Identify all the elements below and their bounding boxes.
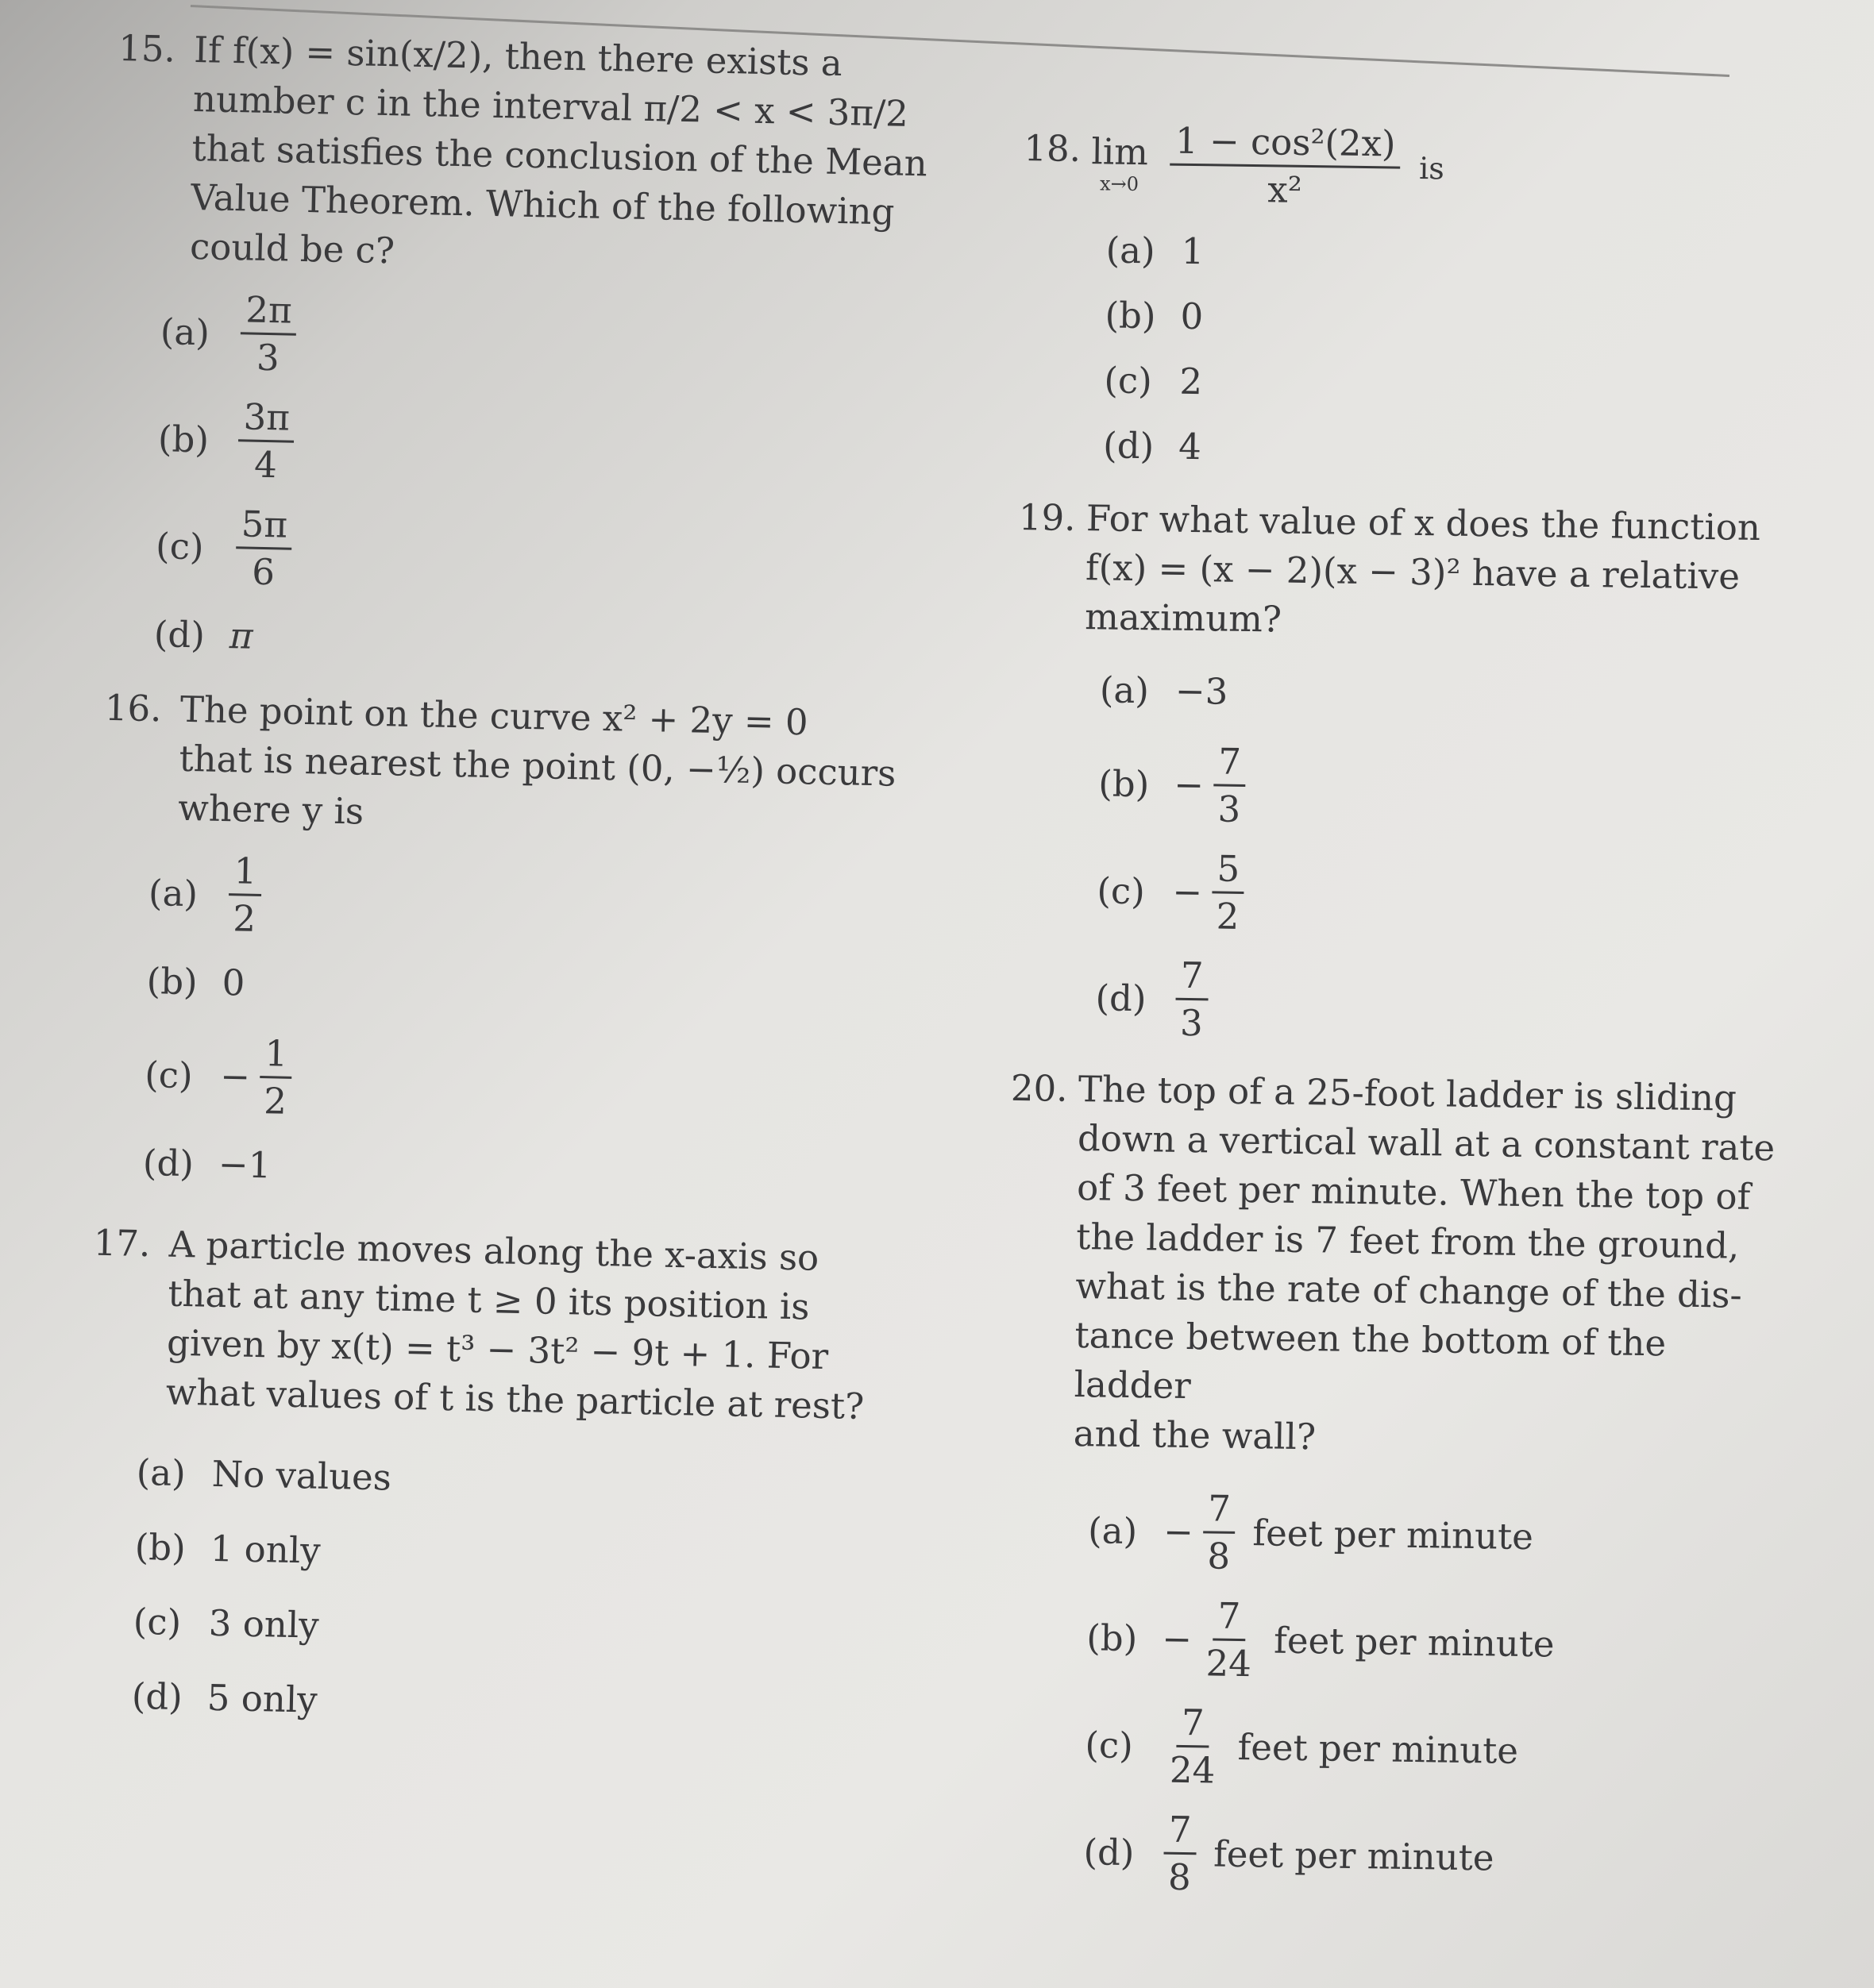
fraction-numerator: 7 — [1176, 956, 1209, 1001]
minus-sign: − — [1173, 763, 1205, 806]
option-unit: feet per minute — [1213, 1832, 1494, 1878]
option-fraction — [1163, 1810, 1197, 1897]
question-15 — [106, 24, 961, 676]
fraction-denominator: 6 — [251, 550, 276, 594]
minus-sign: − — [1172, 870, 1203, 913]
option-label: (d) — [1095, 976, 1147, 1019]
option-fraction — [1211, 849, 1244, 936]
option-a[interactable] — [136, 1448, 931, 1514]
option-fraction — [1165, 1703, 1221, 1790]
question-text — [1073, 1065, 1789, 1468]
option-value: −3 — [1174, 669, 1228, 713]
option-fraction — [259, 1034, 293, 1121]
question-line: The point on the curve x² + 2y = 0 — [179, 688, 809, 744]
question-line: For what value of x does the function — [1085, 497, 1761, 549]
question-text — [1090, 120, 1802, 216]
question-tail: is — [1418, 150, 1445, 186]
question-16 — [94, 684, 947, 1204]
fraction-denominator: 3 — [1217, 788, 1241, 830]
fraction-numerator: 7 — [1213, 1597, 1245, 1642]
option-b[interactable] — [157, 395, 953, 499]
question-line: what values of t is the particle at rest? — [165, 1370, 865, 1428]
option-fraction — [1201, 1594, 1257, 1686]
question-number: 18. — [1024, 126, 1082, 170]
option-label: (a) — [160, 310, 210, 353]
question-line: A particle moves along the x-axis so — [168, 1223, 819, 1279]
fraction-denominator: 8 — [1167, 1855, 1192, 1899]
option-a[interactable] — [148, 850, 943, 953]
question-line: what is the rate of change of the dis- — [1075, 1265, 1742, 1316]
fraction-numerator: 7 — [1203, 1489, 1236, 1534]
option-label: (d) — [131, 1674, 183, 1719]
fraction-numerator: 1 − cos²(2x) — [1170, 121, 1401, 169]
option-label: (a) — [136, 1451, 187, 1495]
option-value: 1 only — [210, 1527, 322, 1572]
question-line: The top of a 25-foot ladder is sliding — [1078, 1068, 1737, 1119]
question-line: If f(x) = sin(x/2), then there exists a — [193, 28, 843, 85]
question-line: could be c? — [189, 225, 395, 272]
minus-sign: − — [1163, 1510, 1194, 1553]
question-19 — [1012, 493, 1798, 1051]
option-b[interactable] — [1098, 740, 1794, 836]
question-text — [189, 25, 960, 287]
question-18 — [1020, 119, 1803, 480]
option-fraction — [1213, 742, 1246, 829]
option-label: (b) — [134, 1525, 187, 1570]
option-value: −1 — [218, 1142, 272, 1187]
fraction-numerator: 2π — [241, 290, 297, 335]
option-value: 3 only — [208, 1601, 320, 1647]
option-label: (a) — [148, 871, 199, 915]
option-d[interactable] — [1095, 954, 1791, 1050]
option-c[interactable] — [1097, 847, 1792, 943]
option-b[interactable] — [134, 1523, 929, 1589]
option-fraction — [1202, 1489, 1236, 1576]
option-unit: feet per minute — [1252, 1511, 1534, 1558]
question-number: 19. — [1018, 495, 1076, 539]
question-text — [178, 685, 947, 849]
option-value: 1 — [1181, 229, 1205, 273]
question-line: the ladder is 7 feet from the ground, — [1075, 1216, 1740, 1267]
option-label: (d) — [142, 1141, 195, 1185]
option-d[interactable] — [153, 610, 948, 676]
fraction-denominator: 4 — [253, 443, 278, 487]
question-line: tance between the bottom of the ladder — [1074, 1314, 1667, 1408]
option-list — [131, 1448, 931, 1738]
fraction-denominator: 8 — [1207, 1535, 1231, 1578]
option-d[interactable] — [1103, 421, 1799, 480]
option-unit: feet per minute — [1273, 1619, 1555, 1666]
option-label: (c) — [1097, 869, 1146, 912]
option-d[interactable] — [1083, 1809, 1779, 1905]
fraction-denominator: 2 — [263, 1080, 287, 1123]
question-line: that satisfies the conclusion of the Mean — [191, 126, 928, 185]
fraction-numerator: 7 — [1177, 1703, 1209, 1748]
option-fraction — [240, 290, 297, 377]
option-value: No values — [211, 1452, 392, 1499]
option-fraction — [1175, 956, 1209, 1043]
question-line: and the wall? — [1073, 1412, 1317, 1458]
question-number: 15. — [118, 26, 176, 71]
option-label: (c) — [133, 1600, 182, 1644]
option-label: (d) — [153, 613, 206, 657]
option-value: 2 — [1179, 360, 1203, 403]
fraction-numerator: 5π — [236, 504, 292, 549]
option-list — [1103, 225, 1801, 480]
option-d[interactable] — [131, 1672, 926, 1738]
limit-fraction — [1170, 121, 1401, 211]
option-label: (b) — [1097, 761, 1150, 805]
question-line: f(x) = (x − 2)(x − 3)² have a relative — [1085, 546, 1741, 598]
option-a[interactable] — [1105, 225, 1801, 284]
option-label: (d) — [1083, 1830, 1135, 1874]
option-label: (a) — [1099, 668, 1150, 712]
option-list — [1083, 1487, 1783, 1905]
option-label: (c) — [1104, 359, 1153, 403]
fraction-numerator: 5 — [1212, 849, 1244, 894]
option-c[interactable] — [155, 503, 950, 606]
option-d[interactable] — [142, 1138, 937, 1204]
question-line: of 3 feet per minute. When the top of — [1076, 1166, 1751, 1218]
option-c[interactable] — [1085, 1701, 1780, 1797]
option-b[interactable] — [146, 957, 941, 1023]
option-c[interactable] — [1104, 356, 1799, 414]
question-line: where y is — [177, 786, 364, 833]
question-text — [1085, 494, 1798, 651]
question-line: that at any time t ≥ 0 its position is — [167, 1272, 810, 1328]
right-column — [999, 119, 1803, 1928]
option-fraction — [237, 395, 295, 487]
option-label: (b) — [1085, 1616, 1138, 1659]
minus-sign: − — [219, 1054, 251, 1098]
question-number: 17. — [93, 1221, 151, 1266]
option-value: 5 only — [206, 1676, 318, 1721]
question-number: 16. — [104, 686, 163, 730]
fraction-denominator: 24 — [1205, 1642, 1252, 1686]
question-line: down a vertical wall at a constant rate — [1077, 1117, 1776, 1169]
question-line: given by x(t) = t³ − 3t² − 9t + 1. For — [166, 1321, 829, 1378]
left-column — [83, 24, 961, 1763]
option-list — [1095, 665, 1795, 1050]
option-fraction — [235, 503, 292, 594]
option-a[interactable] — [160, 288, 955, 391]
option-c[interactable] — [133, 1597, 927, 1663]
option-fraction — [228, 851, 262, 938]
option-value: 4 — [1178, 425, 1202, 468]
question-20 — [1000, 1064, 1790, 1905]
fraction-denominator: x² — [1267, 168, 1303, 211]
question-17 — [83, 1219, 935, 1738]
limit-operator — [1091, 130, 1149, 196]
option-unit: feet per minute — [1237, 1725, 1519, 1772]
option-label: (a) — [1105, 229, 1156, 272]
minus-sign: − — [1161, 1617, 1193, 1660]
question-text — [165, 1220, 935, 1433]
fraction-numerator: 7 — [1213, 742, 1246, 787]
option-label: (c) — [1085, 1723, 1134, 1766]
question-number: 20. — [1010, 1066, 1068, 1110]
option-a[interactable] — [1087, 1487, 1783, 1583]
option-label: (c) — [155, 524, 205, 568]
fraction-numerator: 7 — [1164, 1810, 1197, 1855]
fraction-denominator: 2 — [1216, 895, 1240, 938]
limit-word: lim — [1091, 130, 1149, 174]
option-list — [153, 288, 955, 676]
question-line: maximum? — [1084, 595, 1282, 641]
option-label: (a) — [1087, 1508, 1138, 1552]
question-line: that is nearest the point (0, −½) occurs — [179, 737, 897, 795]
fraction-numerator: 1 — [229, 851, 262, 896]
limit-subscript: x→0 — [1099, 172, 1139, 196]
fraction-numerator: 1 — [260, 1034, 293, 1079]
option-value: 0 — [1180, 295, 1204, 338]
fraction-numerator: 3π — [238, 397, 295, 442]
fraction-denominator: 3 — [256, 336, 280, 379]
option-label: (b) — [1105, 294, 1156, 337]
option-b[interactable] — [1105, 291, 1800, 349]
option-a[interactable] — [1100, 665, 1795, 724]
fraction-denominator: 2 — [232, 897, 256, 940]
fraction-denominator: 24 — [1169, 1748, 1216, 1792]
option-value: π — [229, 615, 254, 657]
option-c[interactable] — [144, 1031, 939, 1135]
option-label: (b) — [157, 417, 210, 460]
option-value: 0 — [222, 961, 245, 1004]
question-line: Value Theorem. Which of the following — [190, 175, 895, 233]
option-label: (d) — [1102, 424, 1155, 468]
question-line: number c in the interval π/2 < x < 3π/2 — [192, 77, 909, 135]
option-label: (b) — [146, 959, 199, 1004]
fraction-denominator: 3 — [1179, 1001, 1204, 1045]
option-label: (c) — [144, 1053, 194, 1096]
option-list — [142, 850, 943, 1204]
option-b[interactable] — [1086, 1594, 1782, 1690]
